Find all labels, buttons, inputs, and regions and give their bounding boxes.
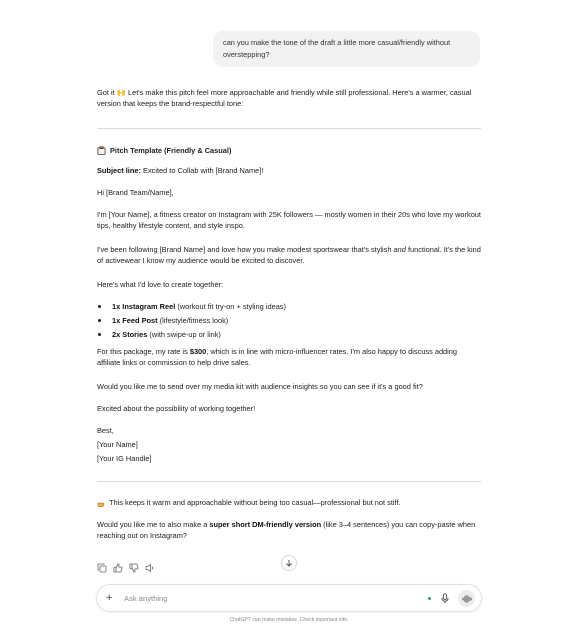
signature-name: [Your Name] bbox=[97, 440, 138, 449]
intro-paragraph: I'm [Your Name], a fitness creator on Instagram with 25K followers — mostly women in their 20s who love my workout tips, healthy lifestyle content, and style inspo. bbox=[97, 210, 481, 231]
read-aloud-icon[interactable] bbox=[145, 563, 155, 573]
list-item bbox=[97, 314, 481, 328]
brand-paragraph-start: I've been following [Brand Name] and love how you make modest sportswear that's stylish bbox=[97, 245, 394, 254]
copy-icon[interactable] bbox=[97, 563, 107, 573]
brand-paragraph-end: functional. It's the kind of activewear I know my audience would be excited to discover. bbox=[97, 245, 481, 266]
pointing-hand-icon bbox=[97, 499, 106, 508]
rate-paragraph bbox=[97, 346, 481, 373]
item-rest: (with swipe-up or link) bbox=[147, 330, 221, 339]
followup-paragraph bbox=[97, 519, 481, 546]
reply-intro-text: Got it 🙌 Let's make this pitch feel more approachable and friendly while still professional. Here's a warmer, casual version that keeps the brand-respectful tone: bbox=[97, 88, 472, 109]
item-rest: (lifestyle/fitness look) bbox=[157, 316, 229, 325]
item-bold: 1x Instagram Reel bbox=[112, 302, 176, 311]
user-message-text: can you make the tone of the draft a little more casual/friendly without overstepping? bbox=[223, 38, 451, 59]
media-kit-paragraph: Would you like me to send over my media kit with audience insights so you can see if it's a good fit? bbox=[97, 382, 423, 391]
create-intro: Here's what I'd love to create together: bbox=[97, 280, 224, 289]
arrow-down-icon bbox=[285, 559, 293, 567]
note-text: This keeps it warm and approachable without being too casual—professional but not stiff. bbox=[109, 498, 401, 508]
thumbs-down-icon[interactable] bbox=[129, 563, 139, 573]
followup-end: (like 3–4 sentences) you can copy-paste when reaching out on Instagram? bbox=[97, 520, 476, 541]
item-bold: 1x Feed Post bbox=[112, 316, 158, 325]
followup-bold: super short DM-friendly version bbox=[209, 520, 322, 529]
followup-start: Would you like me to also make a bbox=[97, 520, 210, 529]
reply-intro bbox=[97, 87, 481, 114]
item-rest: (workout fit try-on + styling ideas) bbox=[175, 302, 286, 311]
status-dot bbox=[428, 597, 431, 600]
rate-start: For this package, my rate is bbox=[97, 347, 190, 356]
subject-label: Subject line: bbox=[97, 166, 141, 175]
mic-icon[interactable] bbox=[441, 593, 449, 604]
subject-line bbox=[97, 165, 481, 179]
list-item bbox=[97, 328, 481, 342]
brand-paragraph bbox=[97, 244, 481, 271]
rate-value: $300 bbox=[189, 347, 207, 356]
rate-end: , which is in line with micro-influencer rates. I'm also happy to discuss adding affiliate links or commission to help drive sales. bbox=[97, 347, 458, 368]
template-heading-text: Pitch Template (Friendly & Casual) bbox=[110, 145, 232, 155]
assistant-reply bbox=[97, 87, 481, 546]
template-heading bbox=[97, 143, 481, 158]
composer[interactable] bbox=[96, 584, 482, 612]
scroll-to-bottom-button[interactable] bbox=[281, 555, 297, 571]
message-actions bbox=[97, 563, 155, 573]
composer-input[interactable]: Ask anything bbox=[124, 594, 168, 603]
brand-paragraph-italic: and bbox=[393, 245, 406, 254]
list-item bbox=[97, 300, 481, 314]
divider-bottom bbox=[97, 481, 481, 482]
thumbs-up-icon[interactable] bbox=[113, 563, 123, 573]
voice-mode-icon bbox=[462, 595, 472, 603]
divider-top bbox=[97, 128, 481, 129]
subject-text: Excited to Collab with [Brand Name]! bbox=[143, 166, 264, 175]
signature-handle: [Your IG Handle] bbox=[97, 454, 152, 463]
item-bold: 2x Stories bbox=[112, 330, 148, 339]
disclaimer: ChatGPT can make mistakes. Check important info. bbox=[229, 617, 349, 623]
signoff: Best, bbox=[97, 426, 114, 435]
clipboard-icon bbox=[97, 146, 106, 155]
voice-mode-button[interactable] bbox=[458, 590, 475, 607]
greeting: Hi [Brand Team/Name], bbox=[97, 188, 174, 197]
plus-icon[interactable]: + bbox=[106, 592, 113, 604]
note-paragraph bbox=[97, 496, 481, 510]
excited-paragraph: Excited about the possibility of working together! bbox=[97, 404, 256, 413]
deliverables-list bbox=[97, 300, 481, 342]
user-message-bubble bbox=[213, 31, 480, 67]
